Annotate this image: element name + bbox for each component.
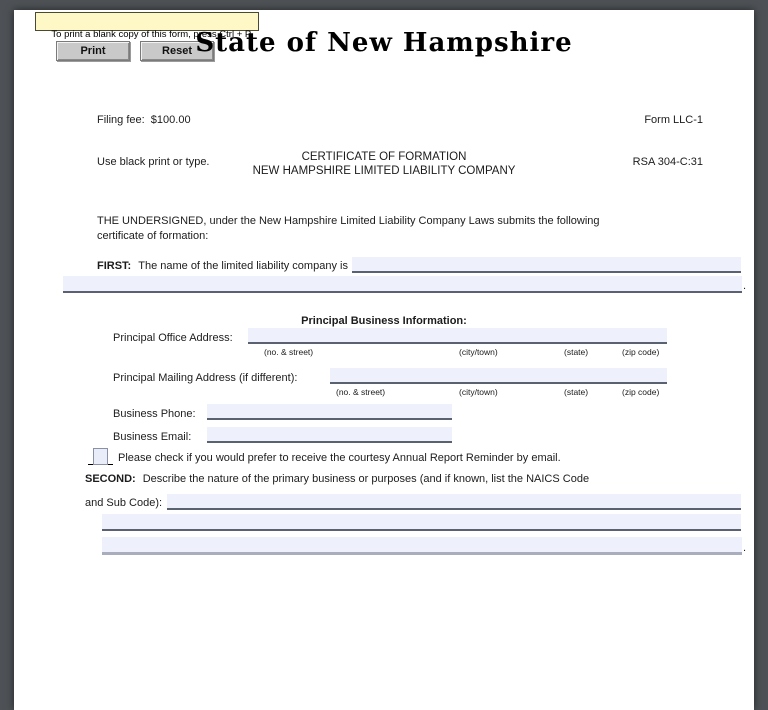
print-instruction: Use black print or type. bbox=[97, 156, 210, 168]
mailing-sub-city: (city/town) bbox=[459, 387, 498, 397]
mailing-address-input[interactable] bbox=[330, 368, 667, 384]
second-period: . bbox=[742, 542, 746, 554]
business-email-label: Business Email: bbox=[113, 431, 192, 443]
mailing-address-label: Principal Mailing Address (if different): bbox=[113, 372, 298, 384]
office-sub-zip: (zip code) bbox=[622, 347, 660, 357]
business-email-input[interactable] bbox=[207, 427, 452, 443]
office-address-label: Principal Office Address: bbox=[113, 332, 233, 344]
office-sub-state: (state) bbox=[564, 347, 589, 357]
business-phone-label: Business Phone: bbox=[113, 408, 196, 420]
state-title: State of New Hampshire bbox=[195, 28, 573, 58]
office-address-input[interactable] bbox=[248, 328, 667, 344]
annual-report-row bbox=[88, 448, 561, 465]
print-button[interactable]: Print bbox=[56, 41, 130, 61]
pbi-title: Principal Business Information: bbox=[301, 315, 467, 327]
company-name-input-line1[interactable] bbox=[352, 257, 741, 273]
office-sub-street: (no. & street) bbox=[264, 347, 314, 357]
second-text-line2: and Sub Code): bbox=[85, 497, 163, 509]
office-sub-city: (city/town) bbox=[459, 347, 498, 357]
filing-info bbox=[97, 85, 210, 197]
reset-button[interactable]: Reset bbox=[140, 41, 214, 61]
second-row-line2 bbox=[85, 494, 741, 510]
business-phone-input[interactable] bbox=[207, 404, 452, 420]
intro-line1: THE UNDERSIGNED, under the New Hampshire Limited Liability Company Laws submits the following bbox=[97, 215, 600, 227]
first-period: . bbox=[742, 280, 746, 292]
second-row bbox=[85, 472, 589, 486]
first-label: FIRST: bbox=[97, 260, 132, 272]
mailing-sub-zip: (zip code) bbox=[622, 387, 660, 397]
business-purpose-input-line1[interactable] bbox=[167, 494, 741, 510]
business-purpose-input-line3[interactable] bbox=[102, 537, 742, 555]
second-label: SECOND: bbox=[85, 473, 136, 485]
certificate-title-line2: NEW HAMPSHIRE LIMITED LIABILITY COMPANY bbox=[252, 165, 516, 177]
first-text: The name of the limited liability company is bbox=[138, 260, 348, 272]
company-name-input-line2[interactable] bbox=[63, 276, 742, 293]
annual-report-text: Please check if you would prefer to receive the courtesy Annual Report Reminder by email. bbox=[118, 452, 561, 464]
second-last-line bbox=[102, 537, 746, 555]
certificate-title-line1: CERTIFICATE OF FORMATION bbox=[301, 151, 467, 163]
form-code: Form LLC-1 bbox=[644, 114, 703, 126]
checkbox-right-dash bbox=[108, 449, 113, 465]
intro-paragraph bbox=[97, 214, 687, 244]
certificate-title bbox=[14, 150, 754, 178]
intro-line2: certificate of formation: bbox=[97, 230, 209, 242]
first-row bbox=[97, 257, 741, 273]
rsa-code: RSA 304-C:31 bbox=[632, 156, 703, 168]
annual-report-checkbox[interactable] bbox=[93, 448, 108, 465]
business-purpose-input-line2[interactable] bbox=[102, 514, 741, 531]
first-row-line2 bbox=[63, 276, 746, 293]
form-code-block bbox=[633, 85, 703, 197]
mailing-sub-street: (no. & street) bbox=[336, 387, 386, 397]
filing-fee: Filing fee: $100.00 bbox=[97, 114, 191, 126]
mailing-sub-state: (state) bbox=[564, 387, 589, 397]
second-text-line1: Describe the nature of the primary business or purposes (and if known, list the NAICS Code bbox=[142, 473, 590, 485]
print-tooltip-text: To print a blank copy of this form, press Ctrl + P. bbox=[51, 29, 253, 40]
pdf-page bbox=[14, 10, 754, 710]
